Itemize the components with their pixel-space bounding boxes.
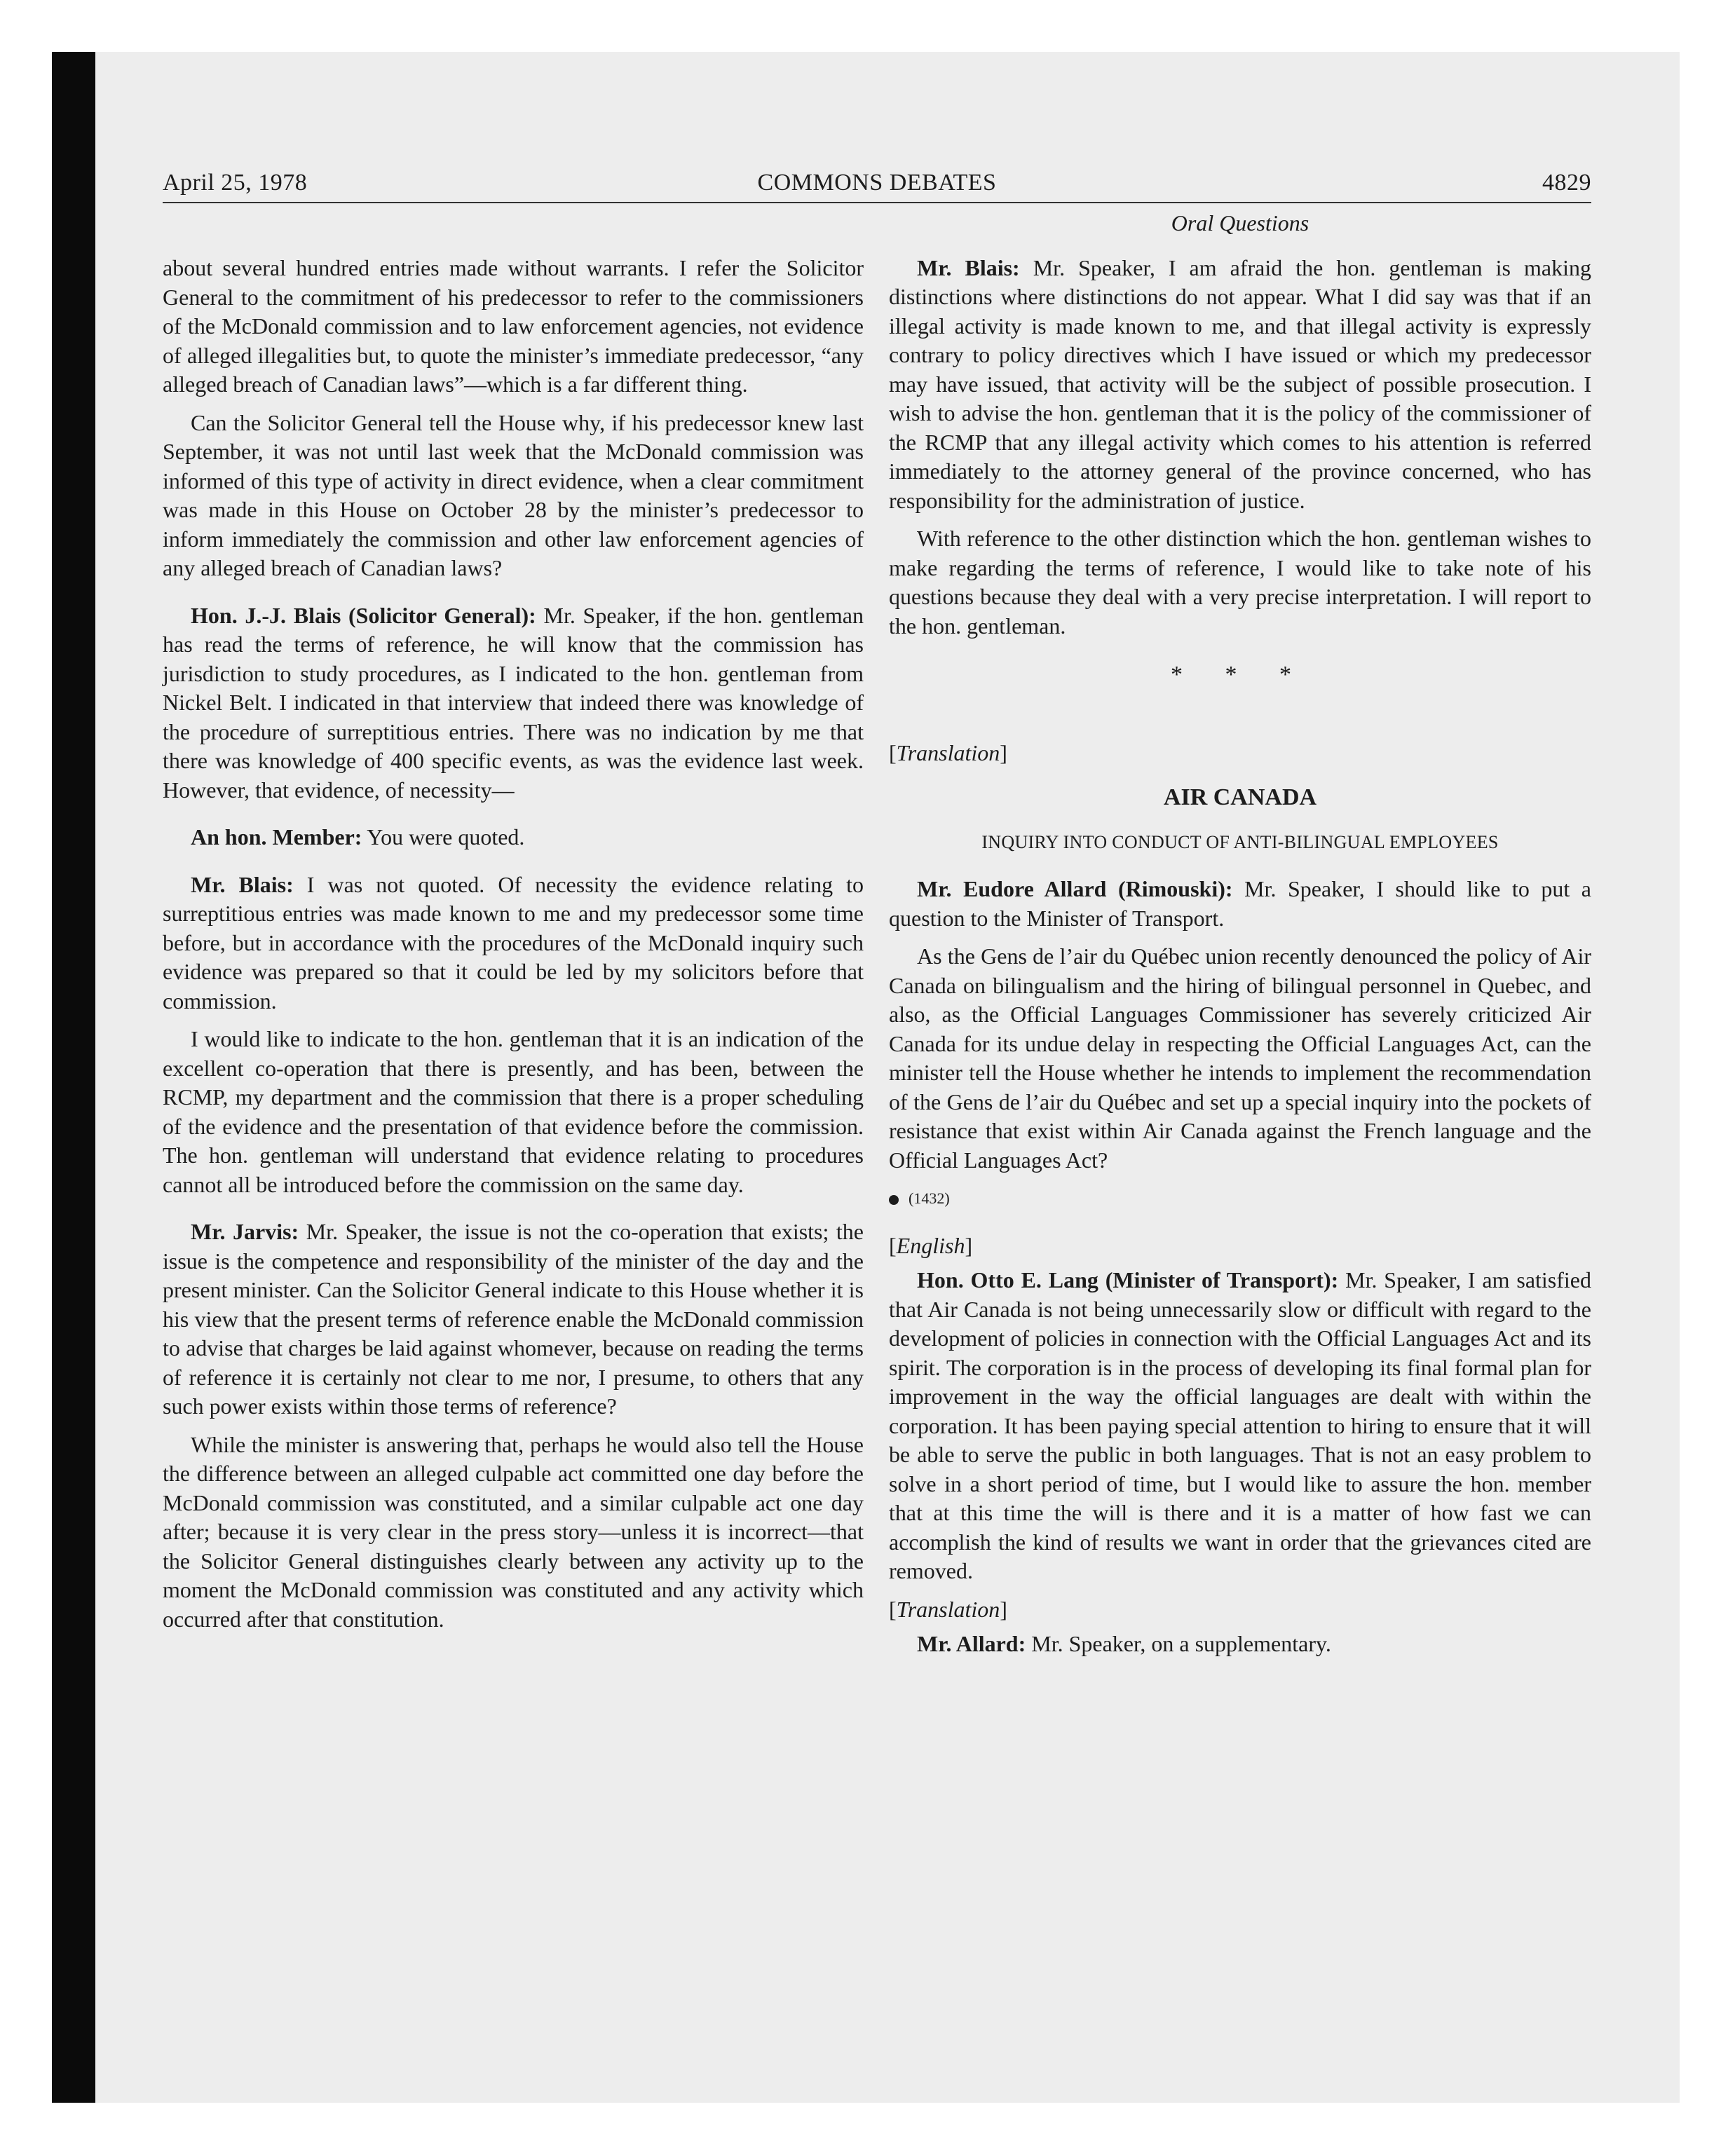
speaker-name: Mr. Jarvis:: [191, 1219, 299, 1244]
speech: [889, 1266, 1591, 1586]
speaker-name: Mr. Blais:: [191, 871, 294, 897]
speaker-name: Mr. Allard:: [917, 1631, 1026, 1656]
speech-text: Mr. Speaker, on a supplementary.: [1026, 1631, 1331, 1656]
page-header: [163, 160, 1591, 203]
section-separator: * * *: [1171, 662, 1309, 688]
header-title: COMMONS DEBATES: [757, 170, 997, 196]
time-marker: [889, 1184, 1591, 1213]
speech: [163, 601, 864, 805]
paragraph: As the Gens de l’air du Québec union recently denounced the policy of Air Canada on bilingualism and the hiring of bilingual personnel in Quebec, and also, as the Official Languages Commissioner has severely criticized Air Canada for its undue delay in respecting the Official Languages Act, can the minister tell the House whether he intends to implement the recommendation of the Gens de l’air du Québec and set up a special inquiry into the pockets of resistance that exist within Air Canada against the French language and the Official Languages Act?: [889, 943, 1591, 1173]
bullet-icon: [889, 1195, 899, 1205]
speech-text: Mr. Speaker, the issue is not the co-operation that exists; the issue is the competence and responsibility of the minister of the day and the present minister. Can the Solicitor General indicate to this House whether it is his view that the present terms of reference enable the McDonald commission to advise that charges be laid against whomever, because on reading the terms of reference it is certainly not clear to me nor, I presume, to others that any such power exists within those terms of reference?: [163, 1219, 864, 1419]
speaker-name: Mr. Eudore Allard (Rimouski):: [917, 876, 1233, 901]
speech: [889, 875, 1591, 933]
language-tag: [English]: [889, 1232, 973, 1258]
right-column: [889, 209, 1591, 1668]
paragraph: With reference to the other distinction which the hon. gentleman wishes to make regarding the terms of reference, I would like to take note of his questions because they deal with a very precise interpretation. I will report to the hon. gentleman.: [889, 526, 1591, 639]
speech-text: You were quoted.: [362, 824, 525, 850]
left-column: [163, 254, 864, 1643]
paragraph: While the minister is answering that, perhaps he would also tell the House the difference between an alleged culpable act committed one day before the McDonald commission was constituted, and a similar culpable act one day after; because it is very clear in the press story—unless it is incorrect—that the Solicitor General distinguishes clearly between any activity up to the moment the McDonald commission was constituted and any activity which occurred after that constitution.: [163, 1431, 864, 1632]
language-tag: [Translation]: [889, 1596, 1007, 1622]
paragraph: I would like to indicate to the hon. gentleman that it is an indication of the excellent co-operation that there is presently, and has been, between the RCMP, my department and the commission that there is a proper scheduling of the evidence and the presentation of that evidence before the commission. The hon. gentleman will understand that evidence relating to procedures cannot all be introduced before the commission on the same day.: [163, 1026, 864, 1197]
speaker-name: Mr. Blais:: [917, 254, 1020, 280]
speech: [163, 871, 864, 1016]
speaker-name: An hon. Member:: [191, 824, 362, 850]
speech: [163, 1217, 864, 1421]
paragraph: Can the Solicitor General tell the House why, if his predecessor knew last September, it was not until last week that the McDonald commission was informed of this type of activity in direct evidence, when a clear commitment was made in this House on October 28 by the minister’s predecessor to inform immediately the commission and other law enforcement agencies of any alleged breach of Canadian laws?: [163, 409, 864, 580]
speech: [163, 823, 864, 852]
speech: [889, 254, 1591, 516]
language-tag-text: Translation: [896, 739, 1000, 765]
speaker-name: Hon. J.-J. Blais (Solicitor General):: [191, 602, 536, 628]
page-number: 4829: [1542, 170, 1591, 196]
speaker-name: Hon. Otto E. Lang (Minister of Transport):: [917, 1267, 1339, 1292]
speech-text: Mr. Speaker, I am afraid the hon. gentleman is making distinctions where distinctions do not appear. What I did say was that if an illegal activity is made known to me, and that illegal activity is expressly contrary to policy directives which I have issued or which my predecessor may have issued, that activity will be the subject of possible prosecution. I wish to advise the hon. gentleman that it is the policy of the commissioner of the RCMP that any illegal activity which comes to his attention is referred immediately to the attorney general of the province concerned, who has responsibility for the administration of justice.: [889, 254, 1592, 513]
subheading: INQUIRY INTO CONDUCT OF ANTI-BILINGUAL EMPLOYEES: [981, 831, 1499, 852]
section-title: AIR CANADA: [1163, 784, 1317, 810]
time-marker-text: (1432): [909, 1189, 950, 1207]
speech-text: I was not quoted. Of necessity the evidence relating to surreptitious entries was made known to me and my predecessor some time before, but in accordance with the procedures of the McDonald inquiry such evidence was prepared so that it could be led by my solicitors before that commission.: [163, 871, 864, 1014]
scan-border: [52, 52, 95, 2103]
speech-text: Mr. Speaker, I should like to put a question to the Minister of Transport.: [889, 876, 1592, 931]
speech-text: Mr. Speaker, I am satisfied that Air Canada is not being unnecessarily slow or difficult with regard to the development of policies in connection with the Official Languages Act and its spirit. The corporation is in the process of developing its final formal plan for improvement in the way the official languages are dealt with within the corporation. It has been paying special attention to hiring to ensure that it will be able to serve the public in both languages. That is not an easy problem to solve in a short period of time, but I would like to assure the hon. member that at this time the will is there and it is a matter of how fast we can accomplish the kind of results we want in order that the grievances cited are removed.: [889, 1267, 1592, 1583]
language-tag-text: Translation: [896, 1596, 1000, 1622]
speech: [889, 1630, 1591, 1659]
header-date: April 25, 1978: [163, 170, 308, 196]
paragraph: about several hundred entries made without warrants. I refer the Solicitor General to the commitment of his predecessor to refer to the commissioners of the McDonald commission and to law enforcement agencies, not evidence of alleged illegalities but, to quote the minister’s immediate predecessor, “any alleged breach of Canadian laws”—which is a far different thing.: [163, 255, 864, 397]
running-head: Oral Questions: [1171, 210, 1309, 236]
language-tag: [Translation]: [889, 739, 1007, 765]
language-tag-text: English: [896, 1232, 965, 1258]
speech-text: Mr. Speaker, if the hon. gentleman has read the terms of reference, he will know that the commission has jurisdiction to study procedures, as I indicated to the hon. gentleman from Nickel Belt. I indicated in that interview that indeed there was knowledge of the procedure of surreptitious entries. There was no indication by me that there was knowledge of 400 specific events, as was the evidence last week. However, that evidence, of necessity—: [163, 602, 864, 803]
